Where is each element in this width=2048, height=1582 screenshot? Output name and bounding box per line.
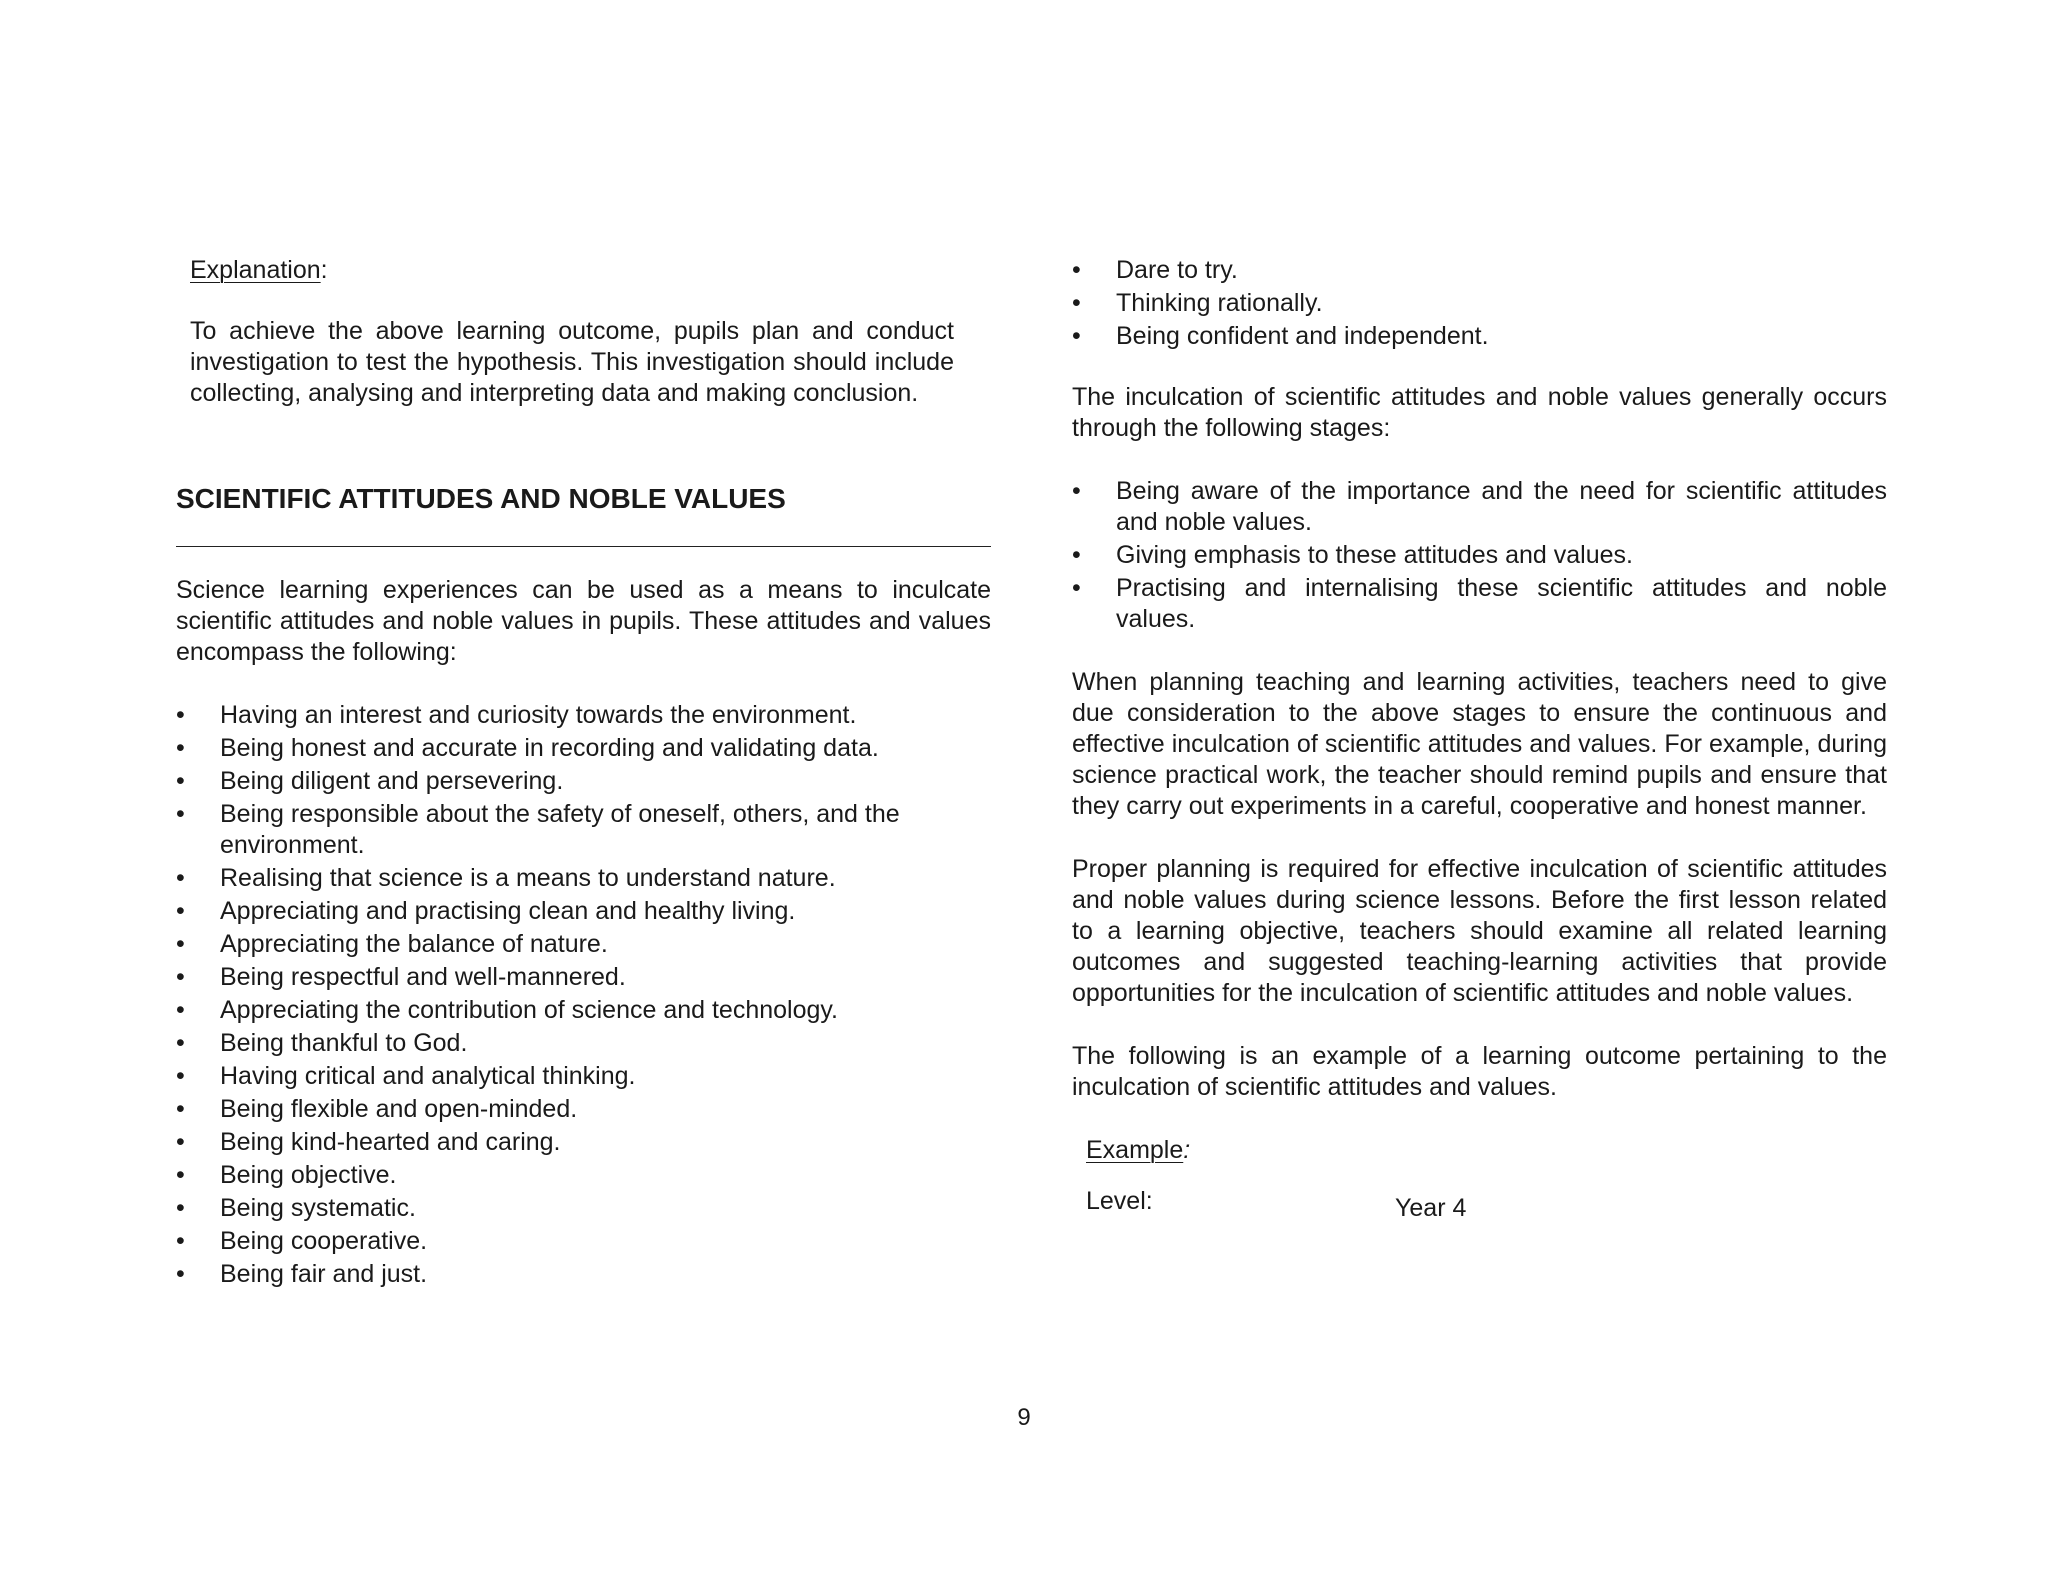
- value-item: [176, 929, 991, 960]
- level-value: Year 4: [1395, 1194, 1467, 1222]
- list-item-text: Appreciating the contribution of science and technology.: [220, 996, 838, 1024]
- explanation-label: Explanation: [190, 256, 321, 284]
- list-item-text: Being responsible about the safety of oneself, others, and the environment.: [220, 800, 900, 859]
- bullet-icon: •: [176, 963, 185, 991]
- level-label: Level:: [1086, 1187, 1153, 1215]
- bullet-icon: •: [1072, 477, 1081, 505]
- list-item-text: Being thankful to God.: [220, 1029, 468, 1057]
- bullet-icon: •: [176, 1194, 185, 1222]
- value-item: [176, 962, 991, 993]
- stages-list: [1072, 476, 1887, 635]
- list-item-text: Being honest and accurate in recording and validating data.: [220, 734, 879, 762]
- section-heading: SCIENTIFIC ATTITUDES AND NOBLE VALUES: [176, 483, 786, 514]
- value-item: [176, 799, 991, 861]
- example-label: Example: [1086, 1136, 1184, 1164]
- value-item: [176, 896, 991, 927]
- list-item-text: Being fair and just.: [220, 1260, 428, 1288]
- list-item-text: Being confident and independent.: [1116, 322, 1489, 350]
- bullet-icon: •: [1072, 289, 1081, 317]
- list-item-text: Being flexible and open-minded.: [220, 1095, 578, 1123]
- level-row: [1086, 1186, 1887, 1226]
- list-item-text: Being cooperative.: [220, 1227, 428, 1255]
- right-column: [1072, 255, 1887, 1226]
- list-item-text: Being systematic.: [220, 1194, 416, 1222]
- stage-item: [1072, 573, 1887, 635]
- list-item-text: Appreciating and practising clean and healthy living.: [220, 897, 796, 925]
- value-item: [176, 1094, 991, 1125]
- value-item: [176, 863, 991, 894]
- list-item-text: Practising and internalising these scientific attitudes and noble values.: [1116, 574, 1887, 633]
- value-item: [176, 1160, 991, 1191]
- list-item-text: Thinking rationally.: [1116, 289, 1323, 317]
- example-heading: [1086, 1135, 1887, 1166]
- explanation-heading: [190, 255, 954, 286]
- bullet-icon: •: [176, 930, 185, 958]
- value-item: [1072, 288, 1887, 319]
- left-column: [176, 255, 991, 1292]
- value-item: [176, 1028, 991, 1059]
- list-item-text: Being diligent and persevering.: [220, 767, 564, 795]
- stage-item: [1072, 476, 1887, 538]
- bullet-icon: •: [1072, 322, 1081, 350]
- value-item: [1072, 321, 1887, 352]
- intro-paragraph: Science learning experiences can be used as a means to inculcate scientific attitudes and noble values in pupils. These attitudes and values encompass the following:: [176, 576, 991, 666]
- value-item: [176, 1259, 991, 1290]
- bullet-icon: •: [176, 1161, 185, 1189]
- stage-item: [1072, 540, 1887, 571]
- bullet-icon: •: [176, 1062, 185, 1090]
- bullet-icon: •: [1072, 541, 1081, 569]
- value-item: [176, 1061, 991, 1092]
- stages-intro-paragraph: The inculcation of scientific attitudes and noble values generally occurs through the following stages:: [1072, 383, 1887, 442]
- bullet-icon: •: [176, 1260, 185, 1288]
- proper-planning-paragraph: Proper planning is required for effective inculcation of scientific attitudes and noble values during science lessons. Before the first lesson related to a learning objective, teachers should examine all related learning outcomes and suggested teaching-learning activities that provide opportunities for the inculcation of scientific attitudes and noble values.: [1072, 855, 1887, 1007]
- page-number: 9: [1017, 1404, 1031, 1431]
- bullet-icon: •: [176, 800, 185, 828]
- value-item: [176, 1193, 991, 1224]
- example-block: [1086, 1135, 1887, 1226]
- list-item-text: Being respectful and well-mannered.: [220, 963, 626, 991]
- example-colon: :: [1183, 1136, 1191, 1164]
- list-item-text: Being kind-hearted and caring.: [220, 1128, 561, 1156]
- bullet-icon: •: [176, 897, 185, 925]
- value-item: [176, 733, 991, 764]
- value-item: [176, 995, 991, 1026]
- continued-values-list: [1072, 255, 1887, 352]
- value-item: [1072, 255, 1887, 286]
- section-divider: [176, 546, 991, 547]
- explanation-paragraph: To achieve the above learning outcome, pupils plan and conduct investigation to test the hypothesis. This investigation should include collecting, analysing and interpreting data and making conclusion.: [190, 317, 954, 407]
- explanation-block: [190, 255, 954, 409]
- following-example-paragraph: The following is an example of a learning outcome pertaining to the inculcation of scientific attitudes and values.: [1072, 1042, 1887, 1101]
- bullet-icon: •: [176, 767, 185, 795]
- list-item-text: Dare to try.: [1116, 256, 1238, 284]
- list-item-text: Having critical and analytical thinking.: [220, 1062, 636, 1090]
- value-item: [176, 1226, 991, 1257]
- list-item-text: Realising that science is a means to understand nature.: [220, 864, 836, 892]
- value-item: [176, 766, 991, 797]
- planning-paragraph: When planning teaching and learning activities, teachers need to give due consideration to the above stages to ensure the continuous and effective inculcation of scientific attitudes and values. For example, during science practical work, the teacher should remind pupils and ensure that they carry out experiments in a careful, cooperative and honest manner.: [1072, 668, 1887, 820]
- list-item-text: Appreciating the balance of nature.: [220, 930, 608, 958]
- bullet-icon: •: [176, 701, 185, 729]
- bullet-icon: •: [176, 1029, 185, 1057]
- bullet-icon: •: [1072, 256, 1081, 284]
- bullet-icon: •: [176, 1128, 185, 1156]
- bullet-icon: •: [176, 996, 185, 1024]
- bullet-icon: •: [176, 734, 185, 762]
- value-item: [176, 1127, 991, 1158]
- list-item-text: Giving emphasis to these attitudes and values.: [1116, 541, 1633, 569]
- value-item: [176, 700, 991, 731]
- explanation-colon: :: [320, 256, 328, 284]
- list-item-text: Having an interest and curiosity towards the environment.: [220, 701, 857, 729]
- list-item-text: Being aware of the importance and the need for scientific attitudes and noble values.: [1116, 477, 1887, 536]
- bullet-icon: •: [176, 1227, 185, 1255]
- bullet-icon: •: [1072, 574, 1081, 602]
- bullet-icon: •: [176, 864, 185, 892]
- list-item-text: Being objective.: [220, 1161, 397, 1189]
- bullet-icon: •: [176, 1095, 185, 1123]
- values-list: [176, 700, 991, 1290]
